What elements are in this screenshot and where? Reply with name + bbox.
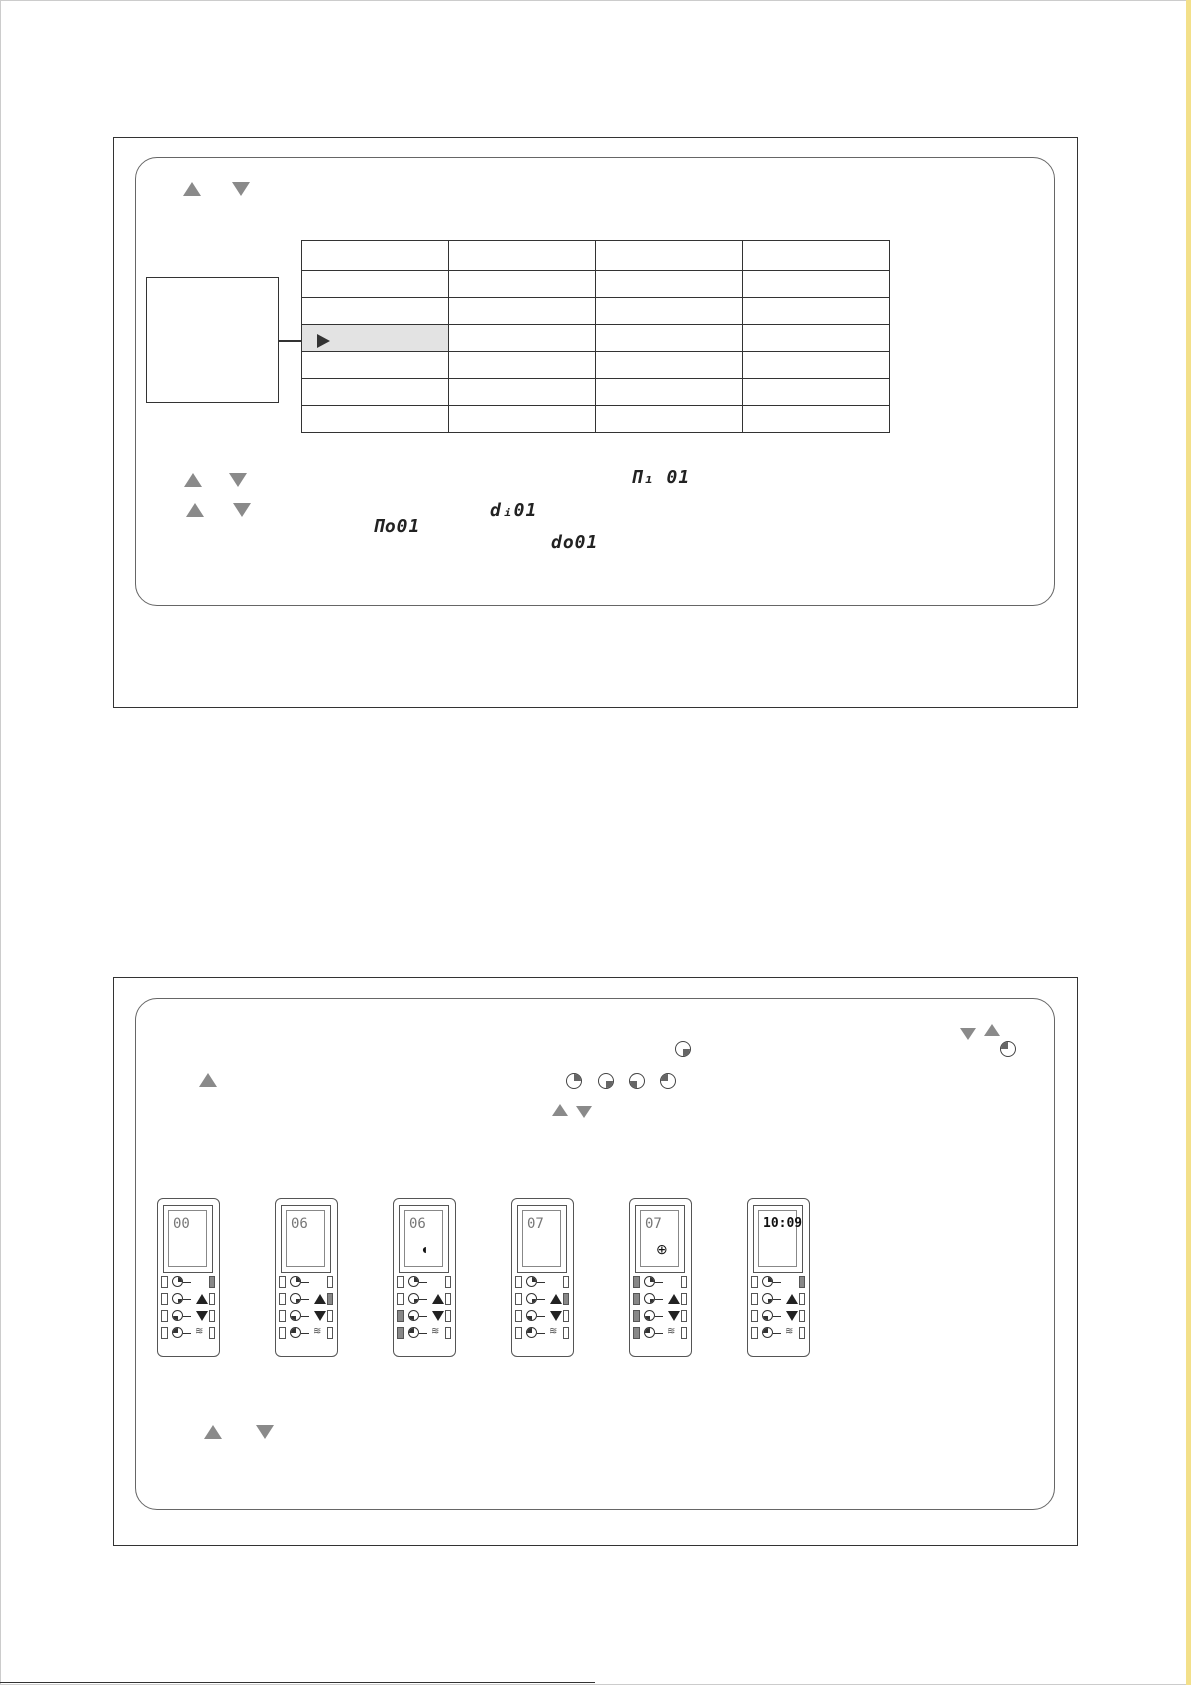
remote-button-row bbox=[751, 1309, 805, 1324]
table-cell bbox=[449, 379, 596, 406]
remote-side-button[interactable] bbox=[279, 1310, 286, 1322]
timer-clock-icon[interactable] bbox=[172, 1293, 183, 1304]
divider bbox=[655, 1299, 663, 1300]
remote-side-button[interactable] bbox=[563, 1293, 569, 1305]
down-arrow-icon bbox=[232, 182, 250, 196]
table-cell bbox=[596, 325, 743, 352]
table-cell bbox=[596, 298, 743, 325]
divider bbox=[183, 1299, 191, 1300]
table-cell bbox=[743, 241, 890, 271]
remote-side-button[interactable] bbox=[445, 1310, 451, 1322]
divider bbox=[773, 1316, 781, 1317]
table-cell bbox=[302, 406, 449, 433]
down-button-icon[interactable] bbox=[314, 1311, 326, 1321]
up-button-icon[interactable] bbox=[786, 1294, 798, 1304]
remote-button-row bbox=[279, 1326, 333, 1341]
up-button-icon[interactable] bbox=[668, 1294, 680, 1304]
swing-icon[interactable]: ≋ bbox=[667, 1326, 676, 1337]
remote-side-button[interactable] bbox=[327, 1310, 333, 1322]
remote-button-row bbox=[397, 1292, 451, 1307]
down-button-icon[interactable] bbox=[432, 1311, 444, 1321]
remote-side-button[interactable] bbox=[799, 1310, 805, 1322]
remote-button-row bbox=[515, 1309, 569, 1324]
table-cell bbox=[449, 406, 596, 433]
remote-side-button[interactable] bbox=[327, 1276, 333, 1288]
remote-lcd bbox=[758, 1210, 803, 1267]
remote-button-row bbox=[161, 1275, 215, 1290]
pointer-arrow-icon bbox=[317, 334, 330, 348]
remote-button-row bbox=[515, 1275, 569, 1290]
remote-button-row bbox=[161, 1309, 215, 1324]
remote-side-button[interactable] bbox=[563, 1276, 569, 1288]
remote-side-button[interactable] bbox=[397, 1293, 404, 1305]
divider bbox=[419, 1333, 427, 1334]
lcd-readout: 06 bbox=[409, 1216, 426, 1232]
timer-clock-icon[interactable] bbox=[644, 1327, 655, 1338]
remote-side-button[interactable] bbox=[279, 1276, 286, 1288]
remote-side-button[interactable] bbox=[161, 1310, 168, 1322]
remote-side-button[interactable] bbox=[751, 1327, 758, 1339]
up-button-icon[interactable] bbox=[314, 1294, 326, 1304]
table-row-highlighted bbox=[302, 325, 890, 352]
table-cell bbox=[449, 325, 596, 352]
remote-side-button[interactable] bbox=[681, 1310, 687, 1322]
swing-icon[interactable]: ≋ bbox=[313, 1326, 322, 1337]
remote-side-button[interactable] bbox=[279, 1327, 286, 1339]
timer-clock-icon[interactable] bbox=[290, 1327, 301, 1338]
remote-control bbox=[747, 1198, 810, 1357]
divider bbox=[301, 1333, 309, 1334]
divider bbox=[773, 1333, 781, 1334]
remote-lcd bbox=[404, 1210, 443, 1267]
remote-control bbox=[275, 1198, 338, 1357]
up-arrow-icon bbox=[186, 503, 204, 517]
clock-icon bbox=[660, 1073, 676, 1089]
remote-button-row bbox=[633, 1275, 687, 1290]
remote-button-row bbox=[161, 1326, 215, 1341]
divider bbox=[773, 1299, 781, 1300]
remote-side-button[interactable] bbox=[515, 1276, 522, 1288]
down-arrow-icon bbox=[233, 503, 251, 517]
remote-side-button[interactable] bbox=[633, 1276, 640, 1288]
table-cell bbox=[302, 298, 449, 325]
remote-side-button[interactable] bbox=[445, 1276, 451, 1288]
up-arrow-icon bbox=[204, 1425, 222, 1439]
down-arrow-icon bbox=[960, 1028, 976, 1040]
timer-clock-icon[interactable] bbox=[408, 1293, 419, 1304]
swing-icon[interactable]: ≋ bbox=[195, 1326, 204, 1337]
remote-screen bbox=[517, 1205, 567, 1273]
timer-clock-icon[interactable] bbox=[526, 1293, 537, 1304]
timer-clock-icon[interactable] bbox=[172, 1276, 183, 1287]
timer-clock-icon[interactable] bbox=[172, 1310, 183, 1321]
page-edge-stripe bbox=[1186, 0, 1191, 1685]
table-cell bbox=[302, 352, 449, 379]
table-cell bbox=[449, 241, 596, 271]
table-cell bbox=[743, 325, 890, 352]
lcd-readout: 06 bbox=[291, 1216, 308, 1232]
footer-rule bbox=[0, 1682, 595, 1683]
remote-side-button[interactable] bbox=[751, 1276, 758, 1288]
remote-button-row bbox=[633, 1326, 687, 1341]
table-cell bbox=[449, 352, 596, 379]
remote-side-button[interactable] bbox=[327, 1327, 333, 1339]
table-cell bbox=[743, 379, 890, 406]
lcd-symbol: ⊕ bbox=[656, 1241, 668, 1257]
remote-button-row bbox=[751, 1275, 805, 1290]
table-cell bbox=[302, 271, 449, 298]
divider bbox=[183, 1333, 191, 1334]
clock-icon bbox=[566, 1073, 582, 1089]
timer-clock-icon[interactable] bbox=[526, 1327, 537, 1338]
timer-clock-icon[interactable] bbox=[290, 1293, 301, 1304]
down-arrow-icon bbox=[256, 1425, 274, 1439]
remote-button-row bbox=[279, 1309, 333, 1324]
timer-clock-icon[interactable] bbox=[644, 1276, 655, 1287]
remote-side-button[interactable] bbox=[445, 1327, 451, 1339]
remote-lcd bbox=[522, 1210, 561, 1267]
remote-screen bbox=[753, 1205, 803, 1273]
remote-control bbox=[393, 1198, 456, 1357]
divider bbox=[537, 1316, 545, 1317]
table-row bbox=[302, 352, 890, 379]
table-cell bbox=[596, 271, 743, 298]
divider bbox=[537, 1333, 545, 1334]
remote-side-button[interactable] bbox=[445, 1293, 451, 1305]
down-button-icon[interactable] bbox=[668, 1311, 680, 1321]
remote-button-row bbox=[751, 1326, 805, 1341]
remote-side-button[interactable] bbox=[327, 1293, 333, 1305]
remote-button-row bbox=[397, 1309, 451, 1324]
table-row bbox=[302, 241, 890, 271]
remote-button-row bbox=[397, 1275, 451, 1290]
table-cell bbox=[302, 379, 449, 406]
divider bbox=[773, 1282, 781, 1283]
table-cell bbox=[449, 298, 596, 325]
timer-clock-icon[interactable] bbox=[526, 1276, 537, 1287]
remote-side-button[interactable] bbox=[681, 1327, 687, 1339]
up-button-icon[interactable] bbox=[550, 1294, 562, 1304]
clock-icon bbox=[1000, 1041, 1016, 1057]
table-row bbox=[302, 406, 890, 433]
remote-lcd bbox=[168, 1210, 207, 1267]
remote-button-row bbox=[161, 1292, 215, 1307]
remote-side-button[interactable] bbox=[397, 1310, 404, 1322]
timer-clock-icon[interactable] bbox=[526, 1310, 537, 1321]
up-arrow-icon bbox=[183, 182, 201, 196]
remote-screen bbox=[163, 1205, 213, 1273]
remote-button-row bbox=[397, 1326, 451, 1341]
remote-side-button[interactable] bbox=[681, 1276, 687, 1288]
remote-side-button[interactable] bbox=[397, 1276, 404, 1288]
timer-clock-icon[interactable] bbox=[408, 1276, 419, 1287]
divider bbox=[183, 1316, 191, 1317]
timer-clock-icon[interactable] bbox=[290, 1276, 301, 1287]
table-row bbox=[302, 379, 890, 406]
remote-side-button[interactable] bbox=[515, 1327, 522, 1339]
lcd-symbol: ◖ bbox=[420, 1241, 429, 1257]
remote-side-button[interactable] bbox=[799, 1276, 805, 1288]
table-cell bbox=[743, 406, 890, 433]
remote-button-row bbox=[633, 1292, 687, 1307]
divider bbox=[655, 1316, 663, 1317]
divider bbox=[301, 1282, 309, 1283]
remote-side-button[interactable] bbox=[563, 1310, 569, 1322]
remote-side-button[interactable] bbox=[751, 1310, 758, 1322]
up-arrow-icon bbox=[199, 1073, 217, 1087]
divider bbox=[301, 1299, 309, 1300]
remote-side-button[interactable] bbox=[563, 1327, 569, 1339]
remote-button-row bbox=[279, 1292, 333, 1307]
table-cell bbox=[596, 379, 743, 406]
table-cell bbox=[302, 241, 449, 271]
timer-clock-icon[interactable] bbox=[644, 1293, 655, 1304]
remote-button-row bbox=[515, 1326, 569, 1341]
swing-icon[interactable]: ≋ bbox=[431, 1326, 440, 1337]
lcd-readout: 00 bbox=[173, 1216, 190, 1232]
remote-side-button[interactable] bbox=[751, 1293, 758, 1305]
remote-control bbox=[629, 1198, 692, 1357]
segment-code-di: dᵢ01 bbox=[490, 500, 538, 521]
down-arrow-icon bbox=[229, 473, 247, 487]
table-cell bbox=[743, 271, 890, 298]
remote-side-button[interactable] bbox=[397, 1327, 404, 1339]
clock-icon bbox=[629, 1073, 645, 1089]
divider bbox=[537, 1299, 545, 1300]
timer-clock-icon[interactable] bbox=[762, 1327, 773, 1338]
remote-button-row bbox=[515, 1292, 569, 1307]
divider bbox=[655, 1282, 663, 1283]
remote-side-button[interactable] bbox=[799, 1327, 805, 1339]
remote-lcd bbox=[640, 1210, 679, 1267]
remote-side-button[interactable] bbox=[209, 1293, 215, 1305]
divider bbox=[183, 1282, 191, 1283]
divider bbox=[419, 1282, 427, 1283]
clock-icon bbox=[675, 1041, 691, 1057]
timer-clock-icon[interactable] bbox=[408, 1310, 419, 1321]
remote-control bbox=[511, 1198, 574, 1357]
lcd-readout: 07 bbox=[527, 1216, 544, 1232]
remote-side-button[interactable] bbox=[633, 1293, 640, 1305]
table-row bbox=[302, 298, 890, 325]
down-button-icon[interactable] bbox=[196, 1311, 208, 1321]
table-cell bbox=[596, 352, 743, 379]
lcd-readout: 07 bbox=[645, 1216, 662, 1232]
remote-screen bbox=[281, 1205, 331, 1273]
divider bbox=[419, 1299, 427, 1300]
table-cell bbox=[449, 271, 596, 298]
remote-button-row bbox=[633, 1309, 687, 1324]
remote-side-button[interactable] bbox=[209, 1276, 215, 1288]
divider bbox=[655, 1333, 663, 1334]
remote-side-button[interactable] bbox=[279, 1293, 286, 1305]
table-cell bbox=[596, 241, 743, 271]
segment-code-do: do01 bbox=[551, 532, 599, 553]
timer-clock-icon[interactable] bbox=[644, 1310, 655, 1321]
down-button-icon[interactable] bbox=[786, 1311, 798, 1321]
remote-screen bbox=[399, 1205, 449, 1273]
remote-side-button[interactable] bbox=[209, 1310, 215, 1322]
down-arrow-icon bbox=[576, 1106, 592, 1118]
up-button-icon[interactable] bbox=[432, 1294, 444, 1304]
up-arrow-icon bbox=[984, 1024, 1000, 1036]
up-arrow-icon bbox=[184, 473, 202, 487]
up-arrow-icon bbox=[552, 1104, 568, 1116]
swing-icon[interactable]: ≋ bbox=[785, 1326, 794, 1337]
timer-clock-icon[interactable] bbox=[762, 1293, 773, 1304]
divider bbox=[301, 1316, 309, 1317]
remote-side-button[interactable] bbox=[209, 1327, 215, 1339]
remote-lcd bbox=[286, 1210, 325, 1267]
remote-control bbox=[157, 1198, 220, 1357]
remote-side-button[interactable] bbox=[161, 1327, 168, 1339]
remote-side-button[interactable] bbox=[633, 1310, 640, 1322]
swing-icon[interactable]: ≋ bbox=[549, 1326, 558, 1337]
remote-screen bbox=[635, 1205, 685, 1273]
timer-clock-icon[interactable] bbox=[408, 1327, 419, 1338]
remote-side-button[interactable] bbox=[515, 1293, 522, 1305]
table-cell bbox=[743, 352, 890, 379]
remote-side-button[interactable] bbox=[799, 1293, 805, 1305]
timer-clock-icon[interactable] bbox=[762, 1276, 773, 1287]
divider bbox=[537, 1282, 545, 1283]
timer-clock-icon[interactable] bbox=[172, 1327, 183, 1338]
settings-table bbox=[301, 240, 890, 433]
timer-clock-icon[interactable] bbox=[762, 1310, 773, 1321]
callout-box bbox=[146, 277, 279, 403]
remote-side-button[interactable] bbox=[633, 1327, 640, 1339]
table-cell bbox=[596, 406, 743, 433]
remote-side-button[interactable] bbox=[161, 1293, 168, 1305]
remote-button-row bbox=[751, 1292, 805, 1307]
down-button-icon[interactable] bbox=[550, 1311, 562, 1321]
timer-clock-icon[interactable] bbox=[290, 1310, 301, 1321]
divider bbox=[419, 1316, 427, 1317]
remote-side-button[interactable] bbox=[161, 1276, 168, 1288]
remote-button-row bbox=[279, 1275, 333, 1290]
segment-code-ni: Π₁ 01 bbox=[631, 467, 691, 488]
clock-icon bbox=[598, 1073, 614, 1089]
up-button-icon[interactable] bbox=[196, 1294, 208, 1304]
segment-code-no: Πo01 bbox=[373, 516, 421, 537]
table-row bbox=[302, 271, 890, 298]
remote-side-button[interactable] bbox=[681, 1293, 687, 1305]
remote-side-button[interactable] bbox=[515, 1310, 522, 1322]
lcd-readout: 10:09 bbox=[763, 1216, 803, 1231]
table-cell bbox=[743, 298, 890, 325]
